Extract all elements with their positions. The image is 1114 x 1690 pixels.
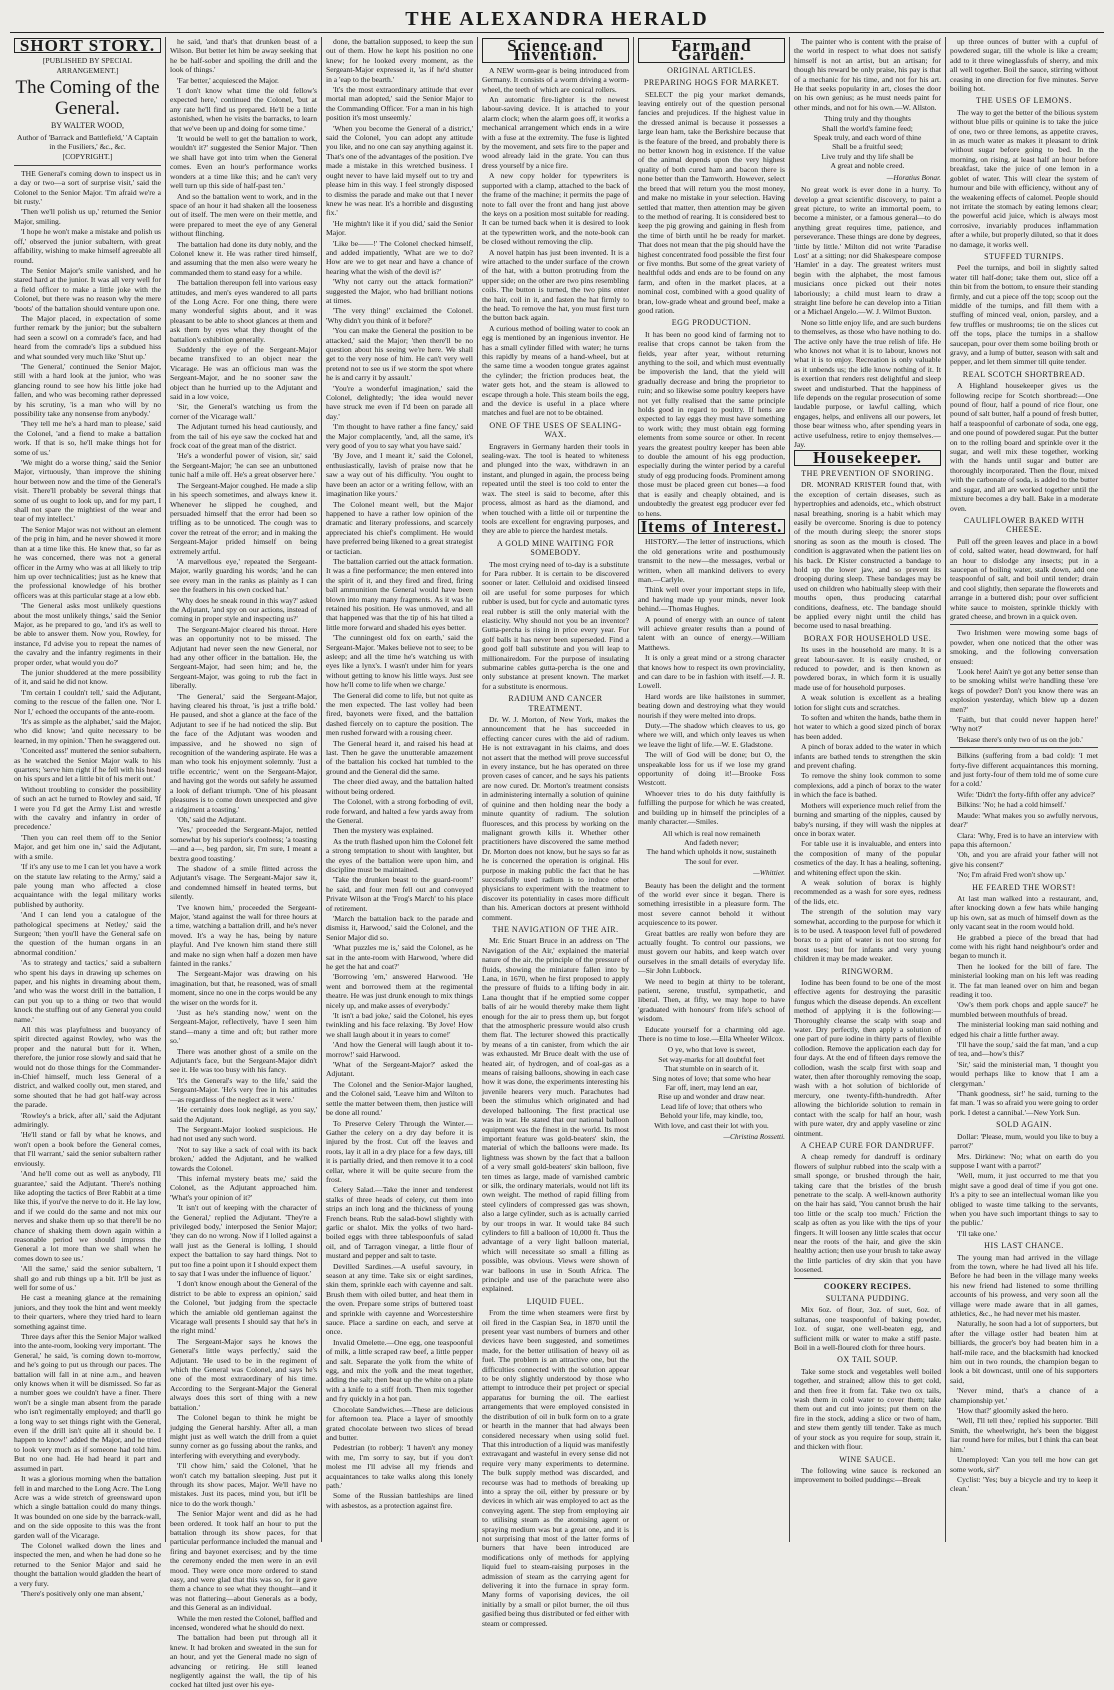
paragraph: The Colonel meant well, but the Major happened to have a rather low opinion of the dramatic and literary professions, and scarcely appreciated his chief's compliment. He would have preferred being likened to a great strategist or tactician. bbox=[326, 499, 473, 556]
joke-bilkins bbox=[950, 751, 1098, 879]
dandruff-body bbox=[794, 1152, 941, 1274]
paragraph: 'The General,' continued the Senior Major, still with a hard look at the junior, who was glancing round to see how his little joke had fallen, and who was becoming rather depressed by his scrutiny, 'is a man who will by no possibility take any nonsense from anybody.' bbox=[14, 361, 161, 418]
column-2 bbox=[166, 37, 322, 1690]
paragraph: Engravers in Germany harden their tools in sealing-wax. The tool is heated to whiteness and plunged into the wax, withdrawn in an instant, and plunged in again, the process being repeated until the steel is too cold to enter the wax. The steel is said to become, after this process, almost as hard as the diamond, and when touched with a little oil or turpentine the tools are excellent for engraving purposes, and they are able to pierce the hardest metals. bbox=[482, 441, 629, 536]
feared-worst-body bbox=[950, 894, 1098, 1117]
paragraph: An automatic fire-lighter is the newest labour-saving device. It is attached to your alarm clock; when the alarm goes off, it works a mechanical arrangement which ends in a wire with a fuse at the extremity. The fuse is lighted by the movement, and sets fire to the paper and wood already laid in the grate. You can thus dress yourself by a nice fire. bbox=[482, 95, 629, 170]
paragraph: Great battles are really won before they are actually fought. To control our passions, we must govern our habits, and keep watch over ourselves in the small details of everyday life.—Sir John Lubbock. bbox=[638, 928, 785, 976]
paragraph: Naturally, he soon had a lot of supporters, but after the village ostler had beaten him at billiards, the grocer's boy had beaten him in a half-mile race, and the blacksmith had knocked him out in two rounds, the champion began to look a bit downcast, until one of his supporters said, bbox=[950, 1319, 1098, 1385]
paragraph: 'The General asks most unlikely questions about the most unlikely things,' said the Senior Major, as he prepared to go, 'and it's as well to be able to answer them. Now you, Rowley, for instance, I'd advise you to repeat the names of the cavalry and the infantry regiments in their proper order, what would you do?' bbox=[14, 601, 161, 667]
poem-rossetti bbox=[638, 1045, 785, 1130]
paragraph: The Sergeant-Major coughed. He made a slip in his speech sometimes, and always knew it. Whenever he slipped he coughed, and persuaded himself that the error had been so trifling as to be unnoticed. The cough was to cover the retreat of the error; and in making the Sergeant-Major prided himself on being extremely artful. bbox=[170, 480, 317, 556]
paragraph: THE General's coming down to inspect us in a day or two—a sort of surprise visit,' said the Colonel to the Senior Major. 'I'm afraid we're a bit rusty.' bbox=[14, 168, 161, 207]
paragraph: Mrs. Dirkinew: 'No; what on earth do you suppose I want with a parrot?' bbox=[950, 1151, 1098, 1170]
poem-line: Thing truly and thy thoughts bbox=[824, 114, 911, 124]
paragraph: 'He mightn't like it if you did,' said the Senior Major. bbox=[326, 218, 473, 238]
paragraph: The cheer died away, and the battalion halted without being ordered. bbox=[326, 777, 473, 796]
paragraph: The battalion had been put through all it knew. It had broken and sweated in the sun for an hour, and yet the General made no sign of advancing or retiring. He still leaned negligently against the wall, the tip of his cocked hat tilted just over his eye- bbox=[170, 1633, 317, 1690]
poem-line: O ye, who that love is sweet, bbox=[667, 1045, 756, 1055]
poem-line: All which is real now remaineth bbox=[662, 828, 761, 838]
wine-sauce-body bbox=[794, 1466, 941, 1485]
column-7 bbox=[946, 37, 1102, 1542]
column-6 bbox=[790, 37, 946, 1542]
oxtail-body bbox=[794, 1367, 941, 1452]
publish-tag: [PUBLISHED BY SPECIAL ARRANGEMENT.] bbox=[42, 56, 133, 75]
paragraph: 'They tell me he's a hard man to please,' said the Colonel, 'and a fiend to make a battalion work. If that is so, he'll make things hot for some of us.' bbox=[14, 419, 161, 457]
paragraph: 'No; I'm afraid Fred won't show up.' bbox=[957, 870, 1067, 880]
paragraph: A pound of energy with an ounce of talent will achieve greater results than a pound of talent with an ounce of energy.—William Matthews. bbox=[638, 614, 785, 652]
paragraph: He cast a meaning glance at the remaining juniors, and they took the hint and went meekly to their quarters, where they tried hard to learn something against time. bbox=[14, 1293, 161, 1331]
poem-line: Far off, inert, may lend an ear, bbox=[665, 1083, 758, 1093]
science-items bbox=[482, 66, 629, 418]
paragraph: 'Oh, and you are afraid your father will not give his consent?' bbox=[950, 850, 1098, 869]
paragraph: Beauty has been the delight and the torment of the world ever since it began. There is something irresistible in a pleasure form. The most severe cannot behold it without acquiescence to its power. bbox=[638, 880, 785, 928]
paragraph: The ministerial looking man said nothing and edged his chair a little further away. bbox=[950, 1020, 1098, 1039]
paragraph: All this was playfulness and buoyancy of spirit directed against Rowley, who was the proper and the natural butt for it. When, therefore, the junior rose slowly and said that he would not do those things for the Commander-in-Chief himself, much less General of a district, and walked coolly out, men stared, and some shouted that he had got half-way across the parade. bbox=[14, 1025, 161, 1110]
subheading-last-chance: HIS LAST CHANCE. bbox=[984, 1241, 1064, 1251]
paragraph: Then the mystery was explained. bbox=[333, 826, 434, 836]
subheading-sultana: SULTANA PUDDING. bbox=[825, 1294, 910, 1303]
subheading-oxtail: OX TAIL SOUP. bbox=[837, 1355, 898, 1365]
paragraph: 'And I can lend you a catalogue of the pathological specimens at Netley,' said the Surgeon; 'then you'll have the General safe on the question of the human organs in an abnormal condition.' bbox=[14, 910, 161, 957]
paragraph: DR. MONRAD KRISTER found that, with the exception of certain diseases, such as hypertrophies and adenoids, etc., which obstruct nasal breathing, snoring is a habit which may easily be overcome. Snoring is due to potency of the mouth during sleep; the snorer stops snoring as soon as the mouth is closed. The condition is aggravated when the patient lies on his back. Dr Kister constructed a bandage to hold up the lower jaw, and so prevent its drooping during sleep. These bandages may be used on children who habitually sleep with their mouths open, thus producing catarrhal conditions, deafness, etc. The bandage should be applied every night until the child has become used to nasal breathing. bbox=[794, 480, 941, 631]
paragraph: While the men rested the Colonel, baffled and incensed, wondered what he should do next. bbox=[170, 1613, 317, 1633]
paragraph: He grabbed a piece of the bread that had come with his right hand neighbour's order and began to munch it. bbox=[950, 932, 1098, 961]
paragraph: 'This infernal mystery beats me,' said the Colonel, as the Adjutant approached him. 'What's your opinion of it?' bbox=[170, 1173, 317, 1202]
quote-body bbox=[794, 37, 941, 112]
paragraph: Duty.—The shadow which cleaves to us, go where we will, and which only leaves us when we leave the light of life.—W. E. Gladstone. bbox=[638, 721, 785, 749]
poem-signature-rossetti: —Christina Rossetti. bbox=[723, 1132, 785, 1142]
paragraph: 'Sir,' said the ministerial man, 'I thought you would perhaps like to know that I am a clergyman.' bbox=[950, 1059, 1098, 1088]
subheading-turnips: STUFFED TURNIPS. bbox=[984, 251, 1064, 261]
paragraph: Bilkins (suffering from a bad cold): 'I met forty-five different acquaintances this morning, and just forty-four of them told me of some cure for a cold.' bbox=[950, 751, 1098, 789]
borax-body bbox=[794, 645, 941, 963]
paragraph: 'By Jove, and I meant it,' said the Colonel, enthusiastically, lavish of praise now that he saw a way out of his difficulty. 'You ought to have been an actor or a writing fellow, with an imagination like yours.' bbox=[326, 451, 473, 499]
poem-signature: —Whittier. bbox=[753, 868, 785, 878]
subheading-navigation: THE NAVIGATION OF THE AIR. bbox=[492, 924, 619, 934]
paragraph: The Colonel walked down the lines and inspected the men, and when he had done so he returned to the Senior Major and said he thought the battalion would gladden the heart of a very fury. bbox=[14, 1540, 161, 1588]
paragraph: Suddenly the eye of the Sergeant-Major became transfixed to an object near the Vicarage. He was an officious man was the Sergeant-Major, and he no sooner saw the object than he hurried up to the Adjutant and said in a low voice, bbox=[170, 345, 317, 402]
paragraph: 'Sir, the General's watching us from the corner of the Vicarage wall.' bbox=[170, 402, 317, 421]
section-heading-farm: Farm and Garden. bbox=[638, 38, 785, 63]
poem-line: Live truly and thy life shall be bbox=[821, 151, 914, 161]
poem-line: Behold your life, may kindle, too, bbox=[660, 1111, 763, 1121]
paragraph: A novel hatpin has just been invented. It is a wire attached to the under surface of the crown of the hat, with a button protruding from the upper side; on the other are two pins resembling coils. The button is turned, the two pins enter the hair, coil in it, and fasten the hat firmly to the head. To remove the hat, you must first turn the button back again. bbox=[482, 247, 629, 323]
paragraph: The Sergeant-Major cleared his throat. Here was an opportunity not to be missed. The Adjutant had never seen the new General, nor had any other officer in the battalion. He, the Sergeant-Major, had seen him; and he, the Sergeant-Major, was going to rub the fact in liberally. bbox=[170, 624, 317, 691]
paragraph: HISTORY.—The letter of instructions, which the old generations write and posthumously transmit to the new—the messages, verbal or written, when all mankind delivers to every man.—Carlyle. bbox=[638, 537, 785, 584]
masthead bbox=[10, 8, 1104, 33]
poem-line: That stumble on in search of it. bbox=[664, 1064, 759, 1074]
subheading-wine-sauce: WINE SAUCE. bbox=[839, 1454, 896, 1464]
paragraph: The Senior Major's smile vanished, and he stared hard at the junior. It was all very well for a field officer to make a little joke with the Colonel, but there was no reason why the mere 'boots' of the battalion should venture upon one. bbox=[14, 265, 161, 313]
copyright-note: [COPYRIGHT.] bbox=[62, 152, 113, 162]
paragraph: The battalion thereupon fell into various easy attitudes, and men's eyes wandered to all parts of the Long Acre. For one thing, there were many wonderful sights about, and it was pleasant to be able to shoot glances at them and ask them by eyes what they thought of the battalion's exhibition generally. bbox=[170, 278, 317, 344]
paragraph: The Adjutant turned his head cautiously, and from the tail of his eye saw the cocked hat and frock coat of the great man of the district. bbox=[170, 422, 317, 451]
paragraph: Clara: 'Why, Fred is to have an interview with papa this afternoon.' bbox=[950, 830, 1098, 849]
section-heading-housekeeper: Housekeeper. bbox=[794, 450, 941, 465]
joke-irishmen bbox=[950, 628, 1098, 744]
paragraph: Mothers will experience much relief from the burning and smarting of the nipples, caused by baby's nursing, if they will wash the nipples at once in borax water. bbox=[794, 800, 941, 838]
paragraph: 'It's the most extraordinary attitude that ever mortal man adopted,' said the Senior Major to the Commanding Officer. 'For a man in his high position it's most unseemly.' bbox=[326, 85, 473, 123]
paragraph: A weak solution of borax is highly recommended as a wash for sore eyes, redness of the lids, etc. bbox=[794, 877, 941, 906]
ringworm-body bbox=[794, 978, 941, 1138]
last-chance-body bbox=[950, 1253, 1098, 1494]
paragraph: To remove the shiny look common to some complexions, add a pinch of borax to the water in which the face is bathed. bbox=[794, 771, 941, 800]
paragraph: The young man had arrived in the village from the town, where he had lived all his life. Before he had been in the village many weeks his new friend had listened to some thrilling accounts of his prowess, and very soon all the village were made aware that in all games, athletics, &c., he had never met his master. bbox=[950, 1252, 1098, 1318]
paragraph: 'When you become the General of a district,' said the Colonel, 'you can adopt any attitude you like, and no one can say anything against it. That's one of the advantages of the position. I've made a mistake in this wretched business. I ought never to have laid myself out to try and please him in this way. I feel strongly disposed to dismiss the parade and make out that I never knew he was near. It's a horrible and disgusting fix.' bbox=[326, 123, 473, 218]
paragraph: 'Take the drunken beast to the guard-room!' he said, and four men fell out and conveyed Private Wilson at the 'Frog's March' to his place of retirement. bbox=[326, 875, 473, 913]
paragraph: 'March the battalion back to the parade and dismiss it, Harwood,' said the Colonel, and the Senior Major did so. bbox=[326, 913, 473, 942]
paragraph: 'Just as he's standing now,' went on the Sergeant-Major, reflectively, 'have I seen him stand—many a time and oft; but rather more so.' bbox=[170, 1008, 317, 1046]
section-heading-short-story: SHORT STORY. bbox=[14, 38, 161, 53]
paragraph: 'I'll have the soup,' said the fat man, 'and a cup of tea, and—how's this?' bbox=[950, 1040, 1098, 1059]
paragraph: A weak solution is excellent as a healing lotion for slight cuts and scratches. bbox=[794, 693, 941, 712]
paragraph: The Sergeant-Major says he knows the General's little ways perfectly,' said the Adjutant. 'He used to be in the regiment of which the General was Colonel, and says he's one of the most extraordinary of his time. According to the Sergeant-Major the General always does this sort of thing with a new battalion.' bbox=[170, 1336, 317, 1412]
paragraph: 'Then you can reel them off to the Senior Major, and get him one in,' said the Adjutant, with a smile. bbox=[14, 832, 161, 861]
sealing-wax-body bbox=[482, 442, 629, 536]
paragraph: To soften and whiten the hands, bathe them in hot water to which a good sized pinch of borax has been added. bbox=[794, 713, 941, 741]
paragraph: 'Why does he sneak round in this way?' asked the Adjutant, 'and spy on our actions, instead of coming in proper style and inspecting us?' bbox=[170, 595, 317, 624]
items-body bbox=[638, 537, 785, 826]
paragraph: Cyclist: 'Yes; buy a bicycle and try to keep it clean.' bbox=[950, 1474, 1098, 1494]
paragraph: The Colonel began to think he might be judging the General harshly. After all, a man might just as well watch the drill from a quiet sunny corner as go fussing about the ranks, and interfering with everything and everybody. bbox=[170, 1413, 317, 1460]
poem-line: Lead life of love; that others who bbox=[660, 1101, 763, 1111]
subheading-feared-worst: HE FEARED THE WORST! bbox=[972, 882, 1076, 892]
paragraph: 'I'm certain I couldn't tell,' said the Adjutant, coming to the rescue of the fallen one. 'Nor I. Nor I,' echoed the occupants of the ante-room. bbox=[14, 687, 161, 716]
paragraph: 'As to strategy and tactics,' said a subaltern who spent his days in drawing up schemes on paper, and his nights in dreaming about them, 'and who was the worst drill in the battalion, I can put you up to a thing or two that would knock the stuffing out of any General you could name.' bbox=[14, 958, 161, 1024]
paragraph: 'It isn't out of keeping with the character of the General,' replied the Adjutant. 'They're a privileged body,' interposed the Senior Major; 'they can do no wrong. Now if I lolled against a wall just as the General is lolling, I should expect the battalion to say hard things. Not to put too fine a point upon it I should expect them to say that I was under the influence of liquor.' bbox=[170, 1203, 317, 1278]
subheading-gold-mine: A GOLD MINE WAITING FOR SOMEBODY. bbox=[496, 538, 615, 558]
paragraph: There was another ghost of a smile on the Adjutant's face, but the Sergeant-Major didn't see it. He was too busy with his fancy. bbox=[170, 1046, 317, 1075]
shortbread-body bbox=[950, 381, 1098, 513]
paragraph: Invalid Omelette.—One egg, one teaspoonful of milk, a little scraped raw beef, a little pepper and salt. Separate the yolk from the white of egg, and mix the yolk and the meat together, adding the salt; then beat up the white on a plate with a knife to a stiff froth. Then mix together and fry quickly in a hot pan. bbox=[326, 1337, 473, 1404]
paragraph: Celery Salad.—Take the inner and tenderest stalks of three heads of celery, cut them into strips an inch long and the thickness of young French beans. Rub the salad-bowl slightly with garlic or shalot. Mix the yolks of two hard-boiled eggs with three tablespoonfuls of salad oil, and of Tarragon vinegar, a little flour of mustard and pepper and salt to taste. bbox=[326, 1185, 473, 1261]
subheading-cauliflower: CAULIFLOWER BAKED WITH CHEESE. bbox=[963, 515, 1085, 535]
paragraph: Unemployed: 'Can you tell me how can get some work, sir?' bbox=[950, 1455, 1098, 1474]
eggs-body bbox=[638, 330, 785, 518]
poem-line: And fadeth never; bbox=[684, 837, 739, 847]
paragraph: A new copy holder for typewriters is supported with a clamp, attached to the back of the frame of the machine; it permits the page of note to fall over the front and hang just above the keys on a position most suitable for reading. It can be turned back when it is desired to look at the typewritten work, and the note-book can be closed without removing the clip. bbox=[482, 171, 629, 247]
paragraph: It is only a great mind or a strong character that knows how to respect its own provinciality, and can dare to be in fashion with itself.—J. R. Lowell. bbox=[638, 653, 785, 691]
paragraph: A Highland housekeeper gives us the following recipe for Scotch shortbread:—One pound of flour, half a pound of rice flour, one pound of salt butter, half a pound of fresh butter, half a teaspoonful of carbonate of soda, one egg, and one pound of powdered sugar. Put the butter on to the rolling board and sprinkle over it the sugar, and well mix these together, working with the hands until sugar and butter are thoroughly incorporated. Then the flour, mixed with the carbonate of soda, is added to the butter and sugar, and all are worked together until the mixture becomes a dry ball. Bake in a moderate oven. bbox=[950, 381, 1098, 513]
poem-line: Sing notes of love; that some who hear bbox=[652, 1073, 771, 1083]
paragraph: 'We might do a worse thing,' said the Senior Major, virtuously, 'than improve the shining hour between now and the time of the General's visit. There'll probably be several things that some of us ought to look up, and for my part, I shall not spare the mightiest of the wear and tear of my intellect.' bbox=[14, 458, 161, 524]
paragraph: 'Ow's them pork chops and apple sauce?' he mumbled between mouthfuls of bread. bbox=[950, 1000, 1098, 1019]
subheading-borax: BORAX FOR HOUSEHOLD USE. bbox=[803, 633, 932, 643]
paragraph: We need to begin at thirty to be tolerant, patient, serene, trustful, sympathetic, and liberal. Then, at fifty, we may hope to have 'graduated with honours' from life's school of wisdom. bbox=[638, 976, 785, 1024]
paragraph: Its uses in the household are many. It is a great labour-saver. It is easily crushed, or reduced to powder, and is then known as powdered borax, in which form it is usually made use of for household purposes. bbox=[794, 645, 941, 692]
story-title: The Coming of the General. bbox=[15, 77, 160, 120]
section-heading-science: Science and Invention. bbox=[482, 38, 629, 63]
paragraph: 'Not to say like a sack of coal with its back broken,' added the Adjutant, and he walked towards the Colonel. bbox=[170, 1144, 317, 1173]
paragraph: The Senior Major went and did as he had been ordered. It took half an hour to put the battalion through its show paces, for that particular performance included the manual and firing and bayonet exercises; and by the time the ceremony ended the men were in an evil mood. They were once more ordered to stand easy, and were glad that this was so, for it gave them a chance to see what they thought—and it was not flattering—about Generals as a body, and this General as an individual. bbox=[170, 1509, 317, 1613]
paragraph: Two Irishmen were mowing some bags of powder, when one noticed that the other was smoking, and the following conversation ensued: bbox=[950, 628, 1098, 666]
paragraph: The painter who is content with the praise of the world in respect to what does not satisfy himself is not an artist, but an artisan; for though his reward be only praise, his pay is that of a mechanic for his time, and not for his art. He that seeks popularity in art, closes the door on his own genius; as he must needs paint for other minds, and not for his own.—W. Allston. bbox=[794, 37, 941, 112]
subheading-dandruff: A CHEAP CURE FOR DANDRUFF. bbox=[800, 1140, 935, 1150]
paragraph: The strength of the solution may vary somewhat, according to the purpose for which it is to be used. A teaspoon level full of powdered borax to a pint of water is not too strong for most uses; but for infants and very young children it may be made weaker. bbox=[794, 907, 941, 964]
paragraph: 'Look here! Aain't ye got any better sense than to be smoking whilst we're handling these 'ere kegs of powder? Don't you know there was an explosion yesterday, which blew up a dozen men?' bbox=[950, 667, 1098, 714]
wine-sauce-continued bbox=[950, 37, 1098, 93]
poem-whittier bbox=[638, 829, 785, 867]
paragraph: The shadow of a smile flitted across the Adjutant's visage. The Sergeant-Major saw it, and condemned himself in heated terms, but silently. bbox=[170, 863, 317, 902]
paragraph: 'I hope he won't make a mistake and polish us off,' observed the junior subaltern, with great affability, wishing to make himself agreeable all round. bbox=[14, 227, 161, 265]
paragraph: 'How that?' gloomily asked the hero. bbox=[957, 1406, 1069, 1416]
paragraph: A cheap remedy for dandruff is ordinary flowers of sulphur rubbed into the scalp with a small sponge, or brushed through the hair, taking care that the bristles of the brush penetrate to the scalp. A well-known authority on the hair has said, 'You cannot brush the hair too little or the scalp too much.' Friction the scalp as often as you like with the tips of your fingers. It will loosen any little scales that occur near the roots of the hair, and give the skin healthy action; then use your brush to take away the little particles of dry skin that you have loosened. bbox=[794, 1152, 941, 1275]
paragraph: Dollar: 'Please, mum, would you like to buy a parrot?' bbox=[950, 1131, 1098, 1151]
paragraph: 'Then we'll polish us up,' returned the Senior Major, smiling. bbox=[14, 207, 161, 226]
paragraph: 'Yes,' proceeded the Sergeant-Major, nettled somewhat by his superior's coolness; 'a toasting—and a—, beg pardon, sir, I'm sure, I meant a bextra good toasting.' bbox=[170, 825, 317, 863]
paragraph: 'The cunningest old fox on earth,' said the Sergeant-Major. 'Makes believe not to see; to be asleep; and all the time he's watching us with eyes like a lynx's. I wasn't under him for years without getting to know his little ways. Just see how he'll come to life when we charge.' bbox=[326, 633, 473, 690]
paragraph: 'Why not carry out the attack formation?' suggested the Major, who had brilliant notions at times. bbox=[326, 277, 473, 305]
paragraph: The way to get the better of the bilious system without blue pills or quinine is to take the juice of one, two or three lemons, as appetite craves, in as much water as makes it pleasant to drink without sugar before going to bed. In the morning, on rising, at least half an hour before breakfast, take the juice of one lemon in a goblet of water. This will clear the system of humour and bile with efficiency, without any of the weakening effects of calomel. People should not irritate the stomach by eating lemons clear; the powerful acid juice, which is always most corrosive, invariably produces inflammation after a while, but properly diluted, so that it does no damage, it works well. bbox=[950, 107, 1098, 249]
paragraph: Take some stock and vegetables well boiled together, and strained; allow this to get cold, and then free it from fat. Take two ox tails, wash them in cold water to cover them; take them out and cut into joints; put them on the fire in the stock, adding a slice or two of ham, and stew them gently till tender. Take as much of your stock as you require for soup, strain it, and thicken with flour. bbox=[794, 1366, 941, 1452]
paragraph: 'And how the General will laugh about it to-morrow!' said Harwood. bbox=[326, 1040, 473, 1059]
paragraph: It has been no good kind of farming not to realise that crops cannot be taken from the fields, year after year, without returning anything to the soil, and which must eventually be impoverish the land, that the yield will gradually decrease and bring the proprietor to ruin; and so likewise some poultry keepers have not yet fully realised that the same principle holds good in regard to poultry. If hens are expected to lay eggs they must have something to work with; they must obtain egg forming elements from some source or other. In recent years the greatest poultry keeper has been able to double the amount of his egg production, especially during the winter period by a careful study of egg producing foods. Prominent among those must be placed green cut bones—a food that is easily and cheaply obtained, and is undoubtedly the greatest egg producer ever fed to hens. bbox=[638, 329, 786, 518]
lemons-body bbox=[950, 108, 1098, 249]
paragraph: 'It would be well to get the battalion to work, wouldn't it?' suggested the Senior Major. 'Then we shall have got into trim when the General comes. Even an hour's performance works wonders at a time like this; and he can't very well turn up this side of half-past ten.' bbox=[170, 134, 317, 191]
sold-again-body bbox=[950, 1132, 1098, 1238]
paragraph: Mix 6oz. of flour, 3oz. of suet, 6oz. of sultanas, one teaspoonful of baking powder, 1oz. of sugar, one well-beaten egg, and sufficient milk or water to make a stiff paste. Boil in a well-floured cloth for three hours. bbox=[794, 1305, 941, 1353]
paragraph: Without troubling to consider the possibility of such an act he turned to Rowley and said, 'If I were you I'd get the Army List and wrestle with the cavalry and infantry in order of precedence.' bbox=[14, 784, 161, 832]
story-body-end bbox=[326, 37, 473, 1510]
newspaper-title: THE ALEXANDRA HERALD bbox=[405, 8, 709, 30]
poem-signature-bonar: —Horatius Bonar. bbox=[886, 172, 941, 182]
paragraph: Pull off the green leaves and place in a bowl of cold, salted water, head downward, for half an hour to dislodge any insects; put in a saucepan of boiling water, stalk down, add one teaspoonful of salt, and boil until tender; drain and cool slightly, then separate the flowerets and arrange in a buttered dish; pour over sufficient white sauce to moisten, sprinkle thickly with grated cheese, and brown in a quick oven. bbox=[950, 536, 1098, 621]
column-4 bbox=[478, 36, 634, 1628]
paragraph: 'You can make the General the position to be attacked,' said the Major; 'then there'll be no question about his seeing we're here. We shall get to the very nose of him. He can't very well pretend not to see us if we storm the spot where he is and carry it by assault.' bbox=[326, 326, 473, 383]
subheading-cookery: COOKERY RECIPES. bbox=[823, 1281, 912, 1291]
paragraph: As the truth flashed upon him the Colonel felt a strong temptation to shout with laughter, but the eyes of the battalion were upon him, and discipline must be maintained. bbox=[326, 836, 473, 874]
paragraph: 'Faith, but that could never happen here!' 'Why not?' bbox=[950, 715, 1098, 734]
paragraph: The junior shuddered at the mere possibility of it, and said he did not know. bbox=[14, 667, 161, 687]
paragraph: 'Well, I'll tell thee,' replied his supporter. 'Bill Smith, the wheelwright, he's been the biggest liar round here for miles, but I think tha can beat him.' bbox=[950, 1416, 1098, 1454]
paragraph: 'I don't know what time the old fellow's expected here,' continued the Colonel, 'but at any rate he'll find us prepared. He'll be a little astonished, when he visits the barracks, to learn that we've been up and doing for some time.' bbox=[170, 86, 317, 133]
paragraph: Mr. Eric Stuart Bruce in an address on 'The Navigation of the Air,' explained the material nature of the air, the principle of the pressure of fluids, showing the miniature fallen into by Lana, in 1670, when he first proposed to apply the pressure of fluids to a lifting body in air. Lana thought that if he emptied some copper balls of air he would thereby make them light enough for the air to press them up, but forgot that the atmospheric pressure would also crush them flat. The lecturer showed this practically by means of a tin canister, from which the air was exhausted. Mr Bruce dealt with the use of heated air, of hydrogen, and of coal-gas as a means of raising balloons, showing in each case how it was done, the experiments interesting his juvenile hearers very much. Parachutes had been the stimulus which originated and had developed ballooning. The first practical use was in war. He stated that our national balloon equipment was the finest in the world. Its most important feature was gold-beaters' skin, the material of which the balloons were made. Its lightness was shown by the fact that a balloon of a very small gold-beaters' skin balloon, five ten times as large, made of varnished cambric or silk, the ordinary materials, would not lift its own weight. The method of rapid filling from steel cylinders of compressed gas was shown, also a large cylinder, such as is actually carried by our troops in war. It would take 84 such cylinders to fill a balloon of 10,000 ft. Thus the advantage of a very light balloon material, which will necessitate so small a filling as possible, was obvious. Views were shown of war balloons in use in South Africa. The principle and use of the parachute were also explained. bbox=[482, 936, 629, 1294]
paragraph: No great work is ever done in a hurry. To develop a great scientific discovery, to paint a great picture, to write an immortal poem, to become a minister, or a famous general—to do anything great requires time, patience, and perseverance. These things are done by degrees, 'little by little.' Milton did not write 'Paradise Lost' at a sitting; nor did Shakespeare compose 'Hamlet' in a day. The greatest writers must begin with the alphabet, the most famous musicians once picked out their notes laboriously; a child must learn to draw a straight line before he can develop into a Titian or a Michael Angelo.—W. J. Wilmot Buxton. bbox=[794, 185, 941, 317]
subheading-lemons: THE USES OF LEMONS. bbox=[976, 96, 1072, 106]
subheading-eggs: EGG PRODUCTION. bbox=[671, 318, 752, 328]
paragraph: Then he looked for the bill of fare. The ministerial looking man on his left was reading it. The fat man leaned over on him and began reading it too. bbox=[950, 961, 1098, 999]
paragraph: A curious method of boiling water to cook an egg is mentioned by an ingenious inventor. He has a small cylinder filled with water; he turns this rapidly by means of a hand-wheel, but at the same time a wooden tongue grates against the cylinder; the friction produces heat, the water gets hot, and the steam is allowed to escape through a hole. This steam boils the egg, and the device is useful in a place where matches and fuel are not to be obtained. bbox=[482, 323, 629, 418]
subheading-liquid-fuel: LIQUID FUEL. bbox=[526, 1296, 585, 1306]
hogs-body bbox=[638, 90, 785, 316]
paragraph: Iodine has been found to be one of the most effective agents for destroying the parasitic fungus which the disease depends. An excellent method of applying it is the following:—Thoroughly cleanse the scalp with soap and water. Dry perfectly, then apply a solution of one part of pure iodine in thirty parts of flexible collodion. Remove the application each day for four days. At the end of fifteen days remove the collodion, wash the scalp first with soap and water, then after thoroughly removing the soap, wash with a hot solution of bichloride of mercury, one twenty-fifth-hundredth. After allowing the bichloride solution to remain in contact with the scalp for half an hour, wash with pure water, dry and apply vaseline or zinc ointment. bbox=[794, 978, 941, 1138]
paragraph: up three ounces of butter with a cupful of powdered sugar, till the whole is like a cream; add to it three wineglassfuls of sherry, and mix all well together. Boil the sauce, stirring without ceasing in one direction for five minutes. Serve boiling hot. bbox=[950, 37, 1098, 94]
paragraph: 'Bekase there's only two of us on the job.' bbox=[957, 734, 1083, 744]
poem-line: The hand which upholds it now, sustaineth bbox=[646, 847, 777, 857]
column-3 bbox=[322, 37, 478, 1542]
paragraph: Three days after this the Senior Major walked into the ante-room, looking very important. 'The General,' he said, 'is coming down to-morrow, and he's going to put us through our paces. The battalion will fall in at nine a.m., and heaven only knows when it will be dismissed. So far as a number goes we couldn't have a finer. There won't be a single man absent from the parade who isn't regimentally employed; and that'll go a long way to set things right with the General, even if the drill isn't quite all it should be. I happen to know!' added the Major, and he tried to look very much as if someone had told him. But no one had. He had heard it part and assumed in part. bbox=[14, 1332, 161, 1473]
paragraph: SELECT the pig your market demands, leaving entirely out of the question personal fancies and prejudices. If the highest value in the dressed animal is because it possesses a large lean ham, take the Berkshire because that is the feature of the breed, and probably there is no better known hog in existence. If the value of the animal depends upon the very highest quality of both cured ham and bacon there is none better than the Tamworth. However, select the breed that will return you the most money, and make no mistake in your selection. Having settled that matter, then attention may be given to the method of rearing. It is considered best to keep the pig growing and gaining in flesh from the time of birth until he be ready for market. That does not mean that the pig should have the highest concentrated food possible the first four or five months. But some of the great variety of healthful odds and ends are to be found on any farm, and often in the market places, at a nominal cost, combined with a good quality of bran, low-grade wheat and ground beef, make a good ration. bbox=[638, 89, 785, 315]
subheading-sold-again: SOLD AGAIN. bbox=[996, 1120, 1052, 1130]
paragraph: 'Oh,' said the Adjutant. bbox=[177, 814, 247, 824]
radium-body bbox=[482, 715, 629, 922]
section-heading-items: Items of Interest. bbox=[638, 519, 785, 534]
paragraph: The Major placed, in expectation of some further remark by the junior; but the subaltern had seen a scowl on a comrade's face, and had heard from the comrade's lips a subdued hiss and what sounded very much like 'Shut up.' bbox=[14, 313, 161, 361]
liquid-fuel-body bbox=[482, 1308, 629, 1628]
subheading-radium: RADIUM AND CANCER TREATMENT. bbox=[508, 694, 603, 713]
paragraph: 'The very thing!' exclaimed the Colonel. 'Why didn't you think of it before?' bbox=[326, 306, 473, 325]
paragraph: 'Far better,' acquiesced the Major. bbox=[177, 75, 279, 85]
paragraph: The following wine sauce is reckoned an improvement to boiled puddings:—Break bbox=[794, 1465, 941, 1485]
paragraph: Devilled Sardines.—A useful savoury, in season at any time. Take six or eight sardines, skin them, sprinkle each with cayenne and salt. Brush them with oiled butter, and heat them in the oven. Prepare some strips of buttered toast and sprinkle with cayenne and Worcestershire sauce. Place a sardine on each, and serve at once. bbox=[326, 1261, 473, 1337]
paragraph: Pedestrian (to robber): 'I haven't any money with me, I'm sorry to say, but if you don't molest me I'll advise all my friends and acquaintances to take walks along this lonely path.' bbox=[326, 1443, 473, 1490]
paragraph: 'Like be——!' The Colonel checked himself, and added impatiently, 'What are we to do? How are we to get near and have a chance of hearing what the wish of the devil is?' bbox=[326, 238, 473, 276]
paragraph: The most crying need of to-day is a substitute for Para rubber. It is certain to be discovered sooner or later. Celluloid and oxidised linseed oil are useful for some purposes for which rubber is used, but for cycle and automatic tyres real rubber is still the only material with the elasticity. Why should not you be an inventor? Gutta-percha is rising in price every year. For golf balls it has never been superseded. Find a good golf ball substitute and you will leap to millionairedom. For the purpose of insulating submarine cables gutta-percha is the one and only substance at present known. The market for a substitute is enormous. bbox=[482, 559, 629, 691]
paragraph: Some of the Russian battleships are lined with asbestos, as a protection against fire. bbox=[326, 1491, 473, 1510]
items-body-more bbox=[638, 881, 785, 1044]
paragraph: The General did come to life, but not quite as the men expected. The last volley had been fired, bayonets were fixed, and the battalion dashed fiercely on to capture the position. The men rushed forward with a rousing cheer. bbox=[326, 690, 473, 738]
turnips-body bbox=[950, 263, 1098, 366]
quote-body-2 bbox=[794, 185, 941, 449]
paragraph: Think well over your important steps in life, and having made up your minds, never look behind.—Thomas Hughes. bbox=[638, 585, 785, 614]
poem-line: With love, and cast their lot with you. bbox=[654, 1120, 769, 1130]
paragraph: For table use it is invaluable, and enters into the composition of many of the popular cosmetics of the day. It has a healing, softening, and whitening effect upon the skin. bbox=[794, 839, 941, 877]
subheading-snoring: THE PREVENTION OF SNORING. bbox=[801, 468, 934, 478]
story-body-continued bbox=[170, 37, 317, 1690]
poem-line: The soul for ever. bbox=[684, 856, 739, 866]
paragraph: 'It's the General's way to the life,' said the Sergeant-Major. 'He's very free in his attitudes—as regardless of the neglect as it were.' bbox=[170, 1075, 317, 1104]
paragraph: 'What of the Sergeant-Major?' asked the Adjutant. bbox=[326, 1060, 473, 1079]
paragraph: The Colonel, with a strong forboding of evil, rode forward, and halted a few yards away from the General. bbox=[326, 797, 473, 825]
paragraph: 'Well, mum, it just occurred to me that you might save a good deal of time if you got one. It's a pity to see an intellectual woman like you obliged to waste time talking to the servants, when you have such important things to say to the public.' bbox=[950, 1171, 1098, 1228]
paragraph: 'Never mind, that's a chance of a championship yet.' bbox=[950, 1386, 1098, 1405]
subheading-ringworm: RINGWORM. bbox=[841, 966, 894, 976]
paragraph: The will of God will be done; but O, the unspeakable loss for us if we lose my grand opportunity of doing it!—Brooke Foss Westcott. bbox=[638, 750, 785, 788]
paragraph: And so the battalion went to work, and in the space of an hour it had shaken all the looseness out of itself. The men were on their mettle, and were prepared to meet the eye of any General without flinching. bbox=[170, 191, 317, 239]
paragraph: The Senior Major was not without an element of the prig in him, and he never showed it more than at a time like this. He knew that, so far as he was concerned, there was not a general officer in the Army who was at all likely to trip him up over technicalities; just as he knew that the professional knowledge of his brother officers was at this particular stage at a low ebb. bbox=[14, 524, 161, 600]
paragraph: A NEW worm-gear is being introduced from Germany. It consists of a worm driving a worm-wheel, the teeth of which are conical rollers. bbox=[482, 65, 629, 94]
subheading-shortbread: REAL SCOTCH SHORTBREAD. bbox=[962, 369, 1086, 379]
paragraph: The Sergeant-Major was drawing on his imagination, but that, he reasoned, was of small moment, since no one in the corps would be any the wiser on the words for it. bbox=[170, 969, 317, 1007]
paragraph: Wife: 'Didn't the forty-fifth offer any advice?' bbox=[957, 789, 1096, 799]
paragraph: 'Conceited ass!' muttered the senior subaltern, as he watched the Senior Major walk to his quarters; 'serve him right if he fell with his head on his spurs and let a little bit of his merit out.' bbox=[14, 746, 161, 784]
cauliflower-body bbox=[950, 537, 1098, 622]
sultana-body bbox=[794, 1305, 941, 1352]
paragraph: Hard words are like hailstones in summer, beating down and destroying what they would nourish if they were melted into drops. bbox=[638, 691, 785, 720]
poem-line: Shall be a fruitful seed; bbox=[832, 142, 903, 152]
paragraph: None so little enjoy life, and are such burdens to themselves, as those who have nothing to do. The active only have the true relish of life. He who knows not what it is to labour, knows not what it is to enjoy. Recreation is only valuable as it unbends us; the idle know nothing of it. It is exertion that renders rest delightful and sleep sweet and undisturbed. That the happiness of life depends on the regular prosecution of some laudable purpose, or lawful calling, which engages, helps, and enlivens all our powers, let those bear witness who, after spending years in active usefulness, retire to enjoy themselves.—Jay. bbox=[794, 317, 941, 450]
paragraph: 'He certainly does look negligé, as you say,' said the Adjutant. bbox=[170, 1105, 317, 1124]
paragraph: From the time when steamers were first by oil fired in the Caspian Sea, in 1870 until the present year vast numbers of burners and other devices have been suggested, and sometimes made, for the better utilisation of heavy oil as fuel. The problem is an attractive one, but the difficulties connected with the solution appear to be only slightly understood by those who attempt to introduce their pet project or special apparatus for burning the oil. The earliest arrangements that were employed consisted in the distribution of oil in bulk form on to a grate or hearth in the manner that had always been considered necessary when using solid fuel. That this introduction of a liquid was manifestly extravagant and wasteful in every sense did not require very many experiments to determine. The bulk supply method was discarded, and recourse was had to methods of breaking up into a spray the oil, either by pressure or by devices in which air was employed to act as the conveying agent. The step from employing air to utilising steam as the atomising agent or spraying medium was but a great one, and it is not surprising that most of the latter forms of burners that have been introduced are modifications only of methods for applying liquid fuel to steam-raising purposes in the admission of steam as the carrying agent for delivering it into the furnace in spray form. Many forms of vaporising devices, the oil initially by a small or pilot burner, the oil thus gasified being thus distributed or fed either with steam or compressed. bbox=[482, 1308, 629, 1628]
poem-line: Shall the world's famine feed; bbox=[822, 123, 913, 133]
poem-line: Rise up and wonder and draw near. bbox=[658, 1092, 765, 1102]
paragraph: 'The General,' said the Sergeant-Major, having cleared his throat, 'is just a trifle bold.' He paused, and shot a glance at the face of the Adjutant to see if he had noticed the slip. But the face of the Adjutant was wooden and impassive, and he showed no sign of recognition of the wandering aspirate. He was a man who took his enjoyment solemnly. 'Just a trifle eccentric,' went on the Sergeant-Major, and having got the words out safely he assumed a look of defiant triumph. 'One of his pleasant pleasures is to come down unexpected and give a ridgiment a toasting.' bbox=[170, 691, 317, 814]
byline: BY WALTER WOOD, bbox=[50, 121, 125, 131]
paragraph: Dr. W. J. Morton, of New York, makes the announcement that he has succeeded in effecting cancer cures with the aid of radium. He is not extravagant in his claims, and does not assert that the method will prove successful in every instance, but he has operated on three proven cases of cancer, and he says his patients are now cured. Dr. Morton's treatment consists in administering internally a solution of quinine of quinine and then holding near the body a minute quantity of radium. The solution fluoresces, and this process by working on the malignant growth kills it. Whether other practitioners have discovered the same method Dr. Morton does not know, but he says so far as he is concerned the operation is original. His purpose in making public the fact that he has successfully used radium is to induce other physicians to experiment with the treatment to discover its potentiality in cases more difficult than his. American doctors at present withhold comment. bbox=[482, 715, 629, 922]
columns bbox=[10, 36, 1104, 1690]
paragraph: 'I'll take one.' bbox=[957, 1228, 998, 1238]
column-5 bbox=[634, 37, 790, 1542]
snoring-body bbox=[794, 480, 941, 631]
paragraph: 'He'll stand or fall by what he knows, and won't open a book before the General comes, that I'll warrant,' said the senior subaltern rather enviously. bbox=[14, 1130, 161, 1168]
poem-line: A great and noble creed. bbox=[830, 161, 905, 171]
paragraph: The General heard it, and raised his head at last. Then he gave the unutterable amazement of the battalion his cocked hat tumbled to the ground and the General did the same. bbox=[326, 738, 473, 776]
paragraph: 'There's positively only one man absent,' bbox=[21, 1588, 145, 1598]
poem-bonar bbox=[794, 114, 941, 170]
paragraph: 'It's as simple as the alphabet,' said the Major, who did know; 'and quite necessary to be learned, in my opinion.' Then he swaggered out. bbox=[14, 717, 161, 745]
paragraph: 'And he'll come out as well as anybody, I'll guarantee,' said the Adjutant. 'There's nothing like adopting the tactics of Brer Rabbit at a time like this, if you've the nerve to do it. He lay low, and if we could do the same and not mix our nerves and shake them up so that there'll be no chance of shaking them down again within a reasonable period we should impress the General a lot more than we shall when he comes down to see us.' bbox=[14, 1169, 161, 1263]
subheading-hogs: PREPARING HOGS FOR MARKET. bbox=[643, 78, 780, 88]
paragraph: A pinch of borax added to the water in which infants are bathed tends to strengthen the skin and prevent chafing. bbox=[794, 742, 941, 771]
paragraph: 'What puzzles me is,' said the Colonel, as he sat in the ante-room with Harwood, 'where did he get the hat and coat?' bbox=[326, 943, 473, 971]
story-body bbox=[14, 169, 161, 1599]
navigation-body bbox=[482, 936, 629, 1293]
poem-line: Speak truly, and each word of thine bbox=[813, 133, 922, 143]
poem-line: Set way-marks for all doubtful feet bbox=[658, 1054, 765, 1064]
paragraph: It was a glorious morning when the battalion fell in and marched to the Long Acre. The Long Acre was a wide stretch of greensward upon which a single battalion could do many things. It was bounded on one side by the barrack-wall, and on the side opposite to this was the front garden wall of the Vicarage. bbox=[14, 1474, 161, 1540]
paragraph: The battalion had done its duty nobly, and the Colonel knew it. He was rather tired himself, and assuming that the men also were weary he commanded them to stand easy for a while. bbox=[170, 239, 317, 277]
paragraph: 'Thank goodness, sir!' he said, turning to the fat man. 'I was so afraid you were going to order pork. I detest a cannibal.'—New York Sun. bbox=[950, 1089, 1098, 1117]
paragraph: 'Rowley's a brick, after all,' said the Adjutant admiringly. bbox=[14, 1110, 161, 1130]
paragraph: The battalion carried out the attack formation. It was a fine performance; the men entered into the spirit of it, and they fired and fired, firing ball ammunition the General would have been blown into many many fragments. As it was he retained his position. He was unmoved, and all that happened was that the tip of his hat tilted a little more forward and shaded his eyes better. bbox=[326, 556, 473, 632]
paragraph: 'I'm thought to have rather a fine fancy,' said the Major complacently, 'and, all the same, it's very good of you to say what you have said.' bbox=[326, 422, 473, 451]
paragraph: At last man walked into a restaurant, and, after knocking down a few hats while hanging up his own, sat as much of himself down as the only vacant seat in the room would hold. bbox=[950, 893, 1098, 932]
paragraph: To Preserve Celery Through the Winter.—Gather the celery on a dry day before it is injured by the frost. Cut off the leaves and roots, lay it all in a dry place for a few days, till it is partially dried, and then remove it to a cool cellar, where it will be quite secure from the frost. bbox=[326, 1118, 473, 1184]
paragraph: 'It isn't a bad joke,' said the Colonel, his eyes twinkling and his face relaxing. 'By Jove! How we shall laugh about it in years to come!' bbox=[326, 1011, 473, 1039]
paragraph: Peel the turnips, and boil in slightly salted water till half-done; take them out, slice off a thin bit from the bottom, to ensure their standing firmly, and cut a piece off the top; scoop out the middle of the turnips, and fill them with a stuffing of minced veal, onion, parsley, and a few truffles or mushrooms; tie on the slices cut off the tops, place the turnips in a shallow saucepan, pour over them some boiling broth or gravy, and a lump of butter, season with salt and pepper, and let them simmer till quite tender. bbox=[950, 263, 1098, 367]
paragraph: 'I don't know enough about the General of the district to be able to express an opinion,' said the Colonel, 'but judging from the spectacle which the amiable old gentleman against the Vicarage wall presents I should say that he's in the right mind.' bbox=[170, 1279, 317, 1336]
column-1 bbox=[10, 36, 166, 1598]
paragraph: 'He's a wonderful power of vision, sir,' said the Sergeant-Major; 'he can see an unbuttoned tunic half a mile off. He's a great observer here.' bbox=[170, 451, 317, 480]
paragraph: 'Borrowing 'em,' answered Harwood. 'He went and borrowed them at the regimental theatre. He was just drunk enough to mix things nicely up, and make asses of everybody.' bbox=[326, 972, 473, 1010]
paragraph: done, the battalion supposed, to keep the sun out of them. How he kept his position no one knew; for he looked every moment, as the Sergeant-Major expressed it, 'as if he'd shutter in a 'eap to the bearth.' bbox=[326, 37, 473, 84]
paragraph: Bilkins: 'No; he had a cold himself.' bbox=[957, 800, 1066, 810]
paragraph: The Colonel and the Senior-Major laughed, and the Colonel said, 'Leave him and Wilton to settle the matter between them, then justice will be done all round.' bbox=[326, 1079, 473, 1118]
paragraph: 'I've known him,' proceeded the Sergeant-Major, 'stand against the wall for three hours at a time, watching a battalion drill, and he's never moved. It's a way he has, being by nature playful. And I've known him stand there still and make no sign when half a dozen men have fainted in the ranks.' bbox=[170, 902, 317, 968]
paragraph: 'I'll chow him,' said the Colonel, 'that he won't catch my battalion sleeping. Just put it through its show paces, Major. We'll have no mistakes. Just its paces, mind you, but it'll be nice to do the work though.' bbox=[170, 1461, 317, 1508]
paragraph: 'All the same,' said the senior subaltern, 'I shall go and rub things up a bit. It'll be just as well for some of us.' bbox=[14, 1264, 161, 1292]
gold-mine-body bbox=[482, 560, 629, 692]
paragraph: 'If it's any use to me I can let you have a work on the statute law relating to the Army,' said a pale young man who affected a close acquaintance with the legal military works published by authority. bbox=[14, 862, 161, 909]
paragraph: Educate yourself for a charming old age. There is no time to lose.—Ella Wheeler Wilcox. bbox=[638, 1024, 785, 1044]
original-articles-label: ORIGINAL ARTICLES. bbox=[667, 65, 756, 75]
paragraph: Chocolate Sandwiches.—These are delicious for afternoon tea. Place a layer of smoothly grated chocolate between two slices of bread and butter. bbox=[326, 1404, 473, 1442]
paragraph: The Sergeant-Major looked suspicious. He had not used any such word. bbox=[170, 1124, 317, 1144]
paragraph: Maude: 'What makes you so awfully nervous, dear?' bbox=[950, 810, 1098, 830]
divider bbox=[14, 165, 161, 166]
paragraph: 'A marvellous eye,' repeated the Sergeant-Major, warily guarding his words; 'and he can see every man in the ranks as plainly as I can see the feathers in his own cocked hat.' bbox=[170, 556, 317, 595]
paragraph: he said, 'and that's that drunken beast of a Wilson. But better let him be away seeking that he be half-sober and spoiling the drill and the look of things.' bbox=[170, 37, 317, 75]
subheading-sealing-wax: ONE OF THE USES OF SEALING-WAX. bbox=[489, 420, 622, 440]
author-note: Author of 'Barrack and Battlefield,' 'A Captain in the Fusiliers,' &c., &c. bbox=[17, 132, 158, 152]
paragraph: 'You're a wonderful imagination,' said the Colonel, delightedly; 'the idea would never have struck me even if I'd been on parade all day.' bbox=[326, 383, 473, 421]
paragraph: Whoever tries to do his duty faithfully is fulfilling the purpose for which he was created, and building up in himself the principles of a manly character.—Smiles. bbox=[638, 788, 785, 827]
